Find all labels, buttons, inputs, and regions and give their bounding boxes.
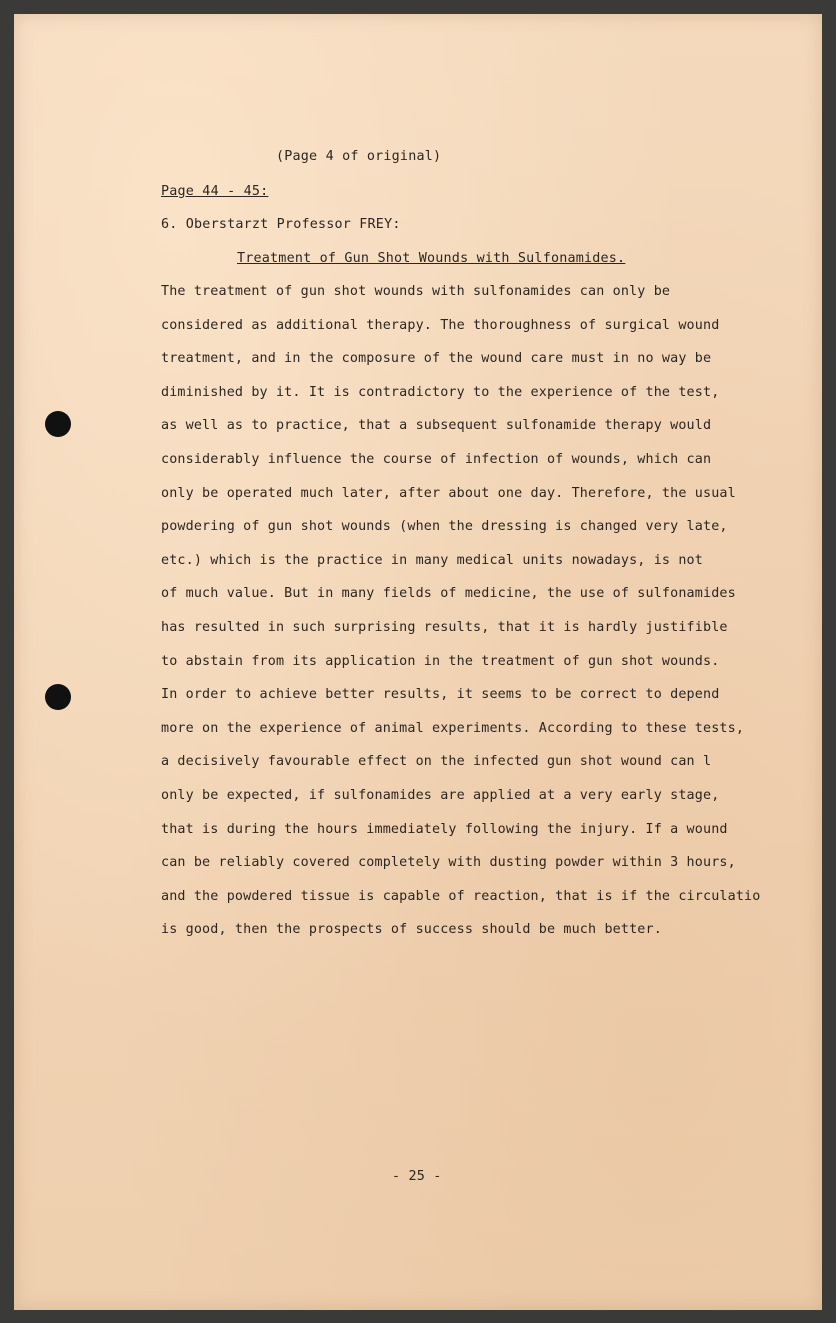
body-line: diminished by it. It is contradictory to the experience of the test, bbox=[161, 384, 720, 400]
body-line: can be reliably covered completely with dusting powder within 3 hours, bbox=[161, 855, 736, 871]
body-line: In order to achieve better results, it seems to be correct to depend bbox=[161, 687, 720, 703]
body-line: only be expected, if sulfonamides are applied at a very early stage, bbox=[161, 787, 720, 803]
body-line: to abstain from its application in the treatment of gun shot wounds. bbox=[161, 653, 720, 669]
page-note: (Page 4 of original) bbox=[276, 149, 442, 164]
body-line: etc.) which is the practice in many medical units nowadays, is not bbox=[161, 552, 703, 568]
body-line: considered as additional therapy. The thoroughness of surgical wound bbox=[161, 317, 720, 333]
document-page bbox=[14, 14, 822, 1310]
punch-hole-bottom bbox=[45, 684, 71, 710]
body-text bbox=[161, 282, 781, 954]
body-line: has resulted in such surprising results, that it is hardly justifible bbox=[161, 619, 728, 635]
punch-hole-top bbox=[45, 411, 71, 437]
document-title: Treatment of Gun Shot Wounds with Sulfonamides. bbox=[237, 251, 626, 266]
body-line: The treatment of gun shot wounds with sulfonamides can only be bbox=[161, 284, 671, 299]
body-line: as well as to practice, that a subsequent sulfonamide therapy would bbox=[161, 418, 712, 434]
body-line: more on the experience of animal experiments. According to these tests, bbox=[161, 720, 745, 736]
body-line: of much value. But in many fields of medicine, the use of sulfonamides bbox=[161, 586, 736, 602]
body-line: and the powdered tissue is capable of reaction, that is if the circulatio bbox=[161, 888, 761, 904]
body-line: powdering of gun shot wounds (when the dressing is changed very late, bbox=[161, 519, 728, 535]
body-line: is good, then the prospects of success should be much better. bbox=[161, 922, 662, 938]
body-line: treatment, and in the composure of the wound care must in no way be bbox=[161, 351, 712, 367]
body-line: a decisively favourable effect on the infected gun shot wound can l bbox=[161, 754, 712, 770]
body-line: only be operated much later, after about one day. Therefore, the usual bbox=[161, 485, 736, 501]
page-reference: Page 44 - 45: bbox=[161, 184, 269, 199]
section-heading: 6. Oberstarzt Professor FREY: bbox=[161, 217, 401, 232]
page-number: - 25 - bbox=[392, 1169, 442, 1184]
body-line: that is during the hours immediately following the injury. If a wound bbox=[161, 821, 728, 837]
body-line: considerably influence the course of infection of wounds, which can bbox=[161, 451, 712, 467]
